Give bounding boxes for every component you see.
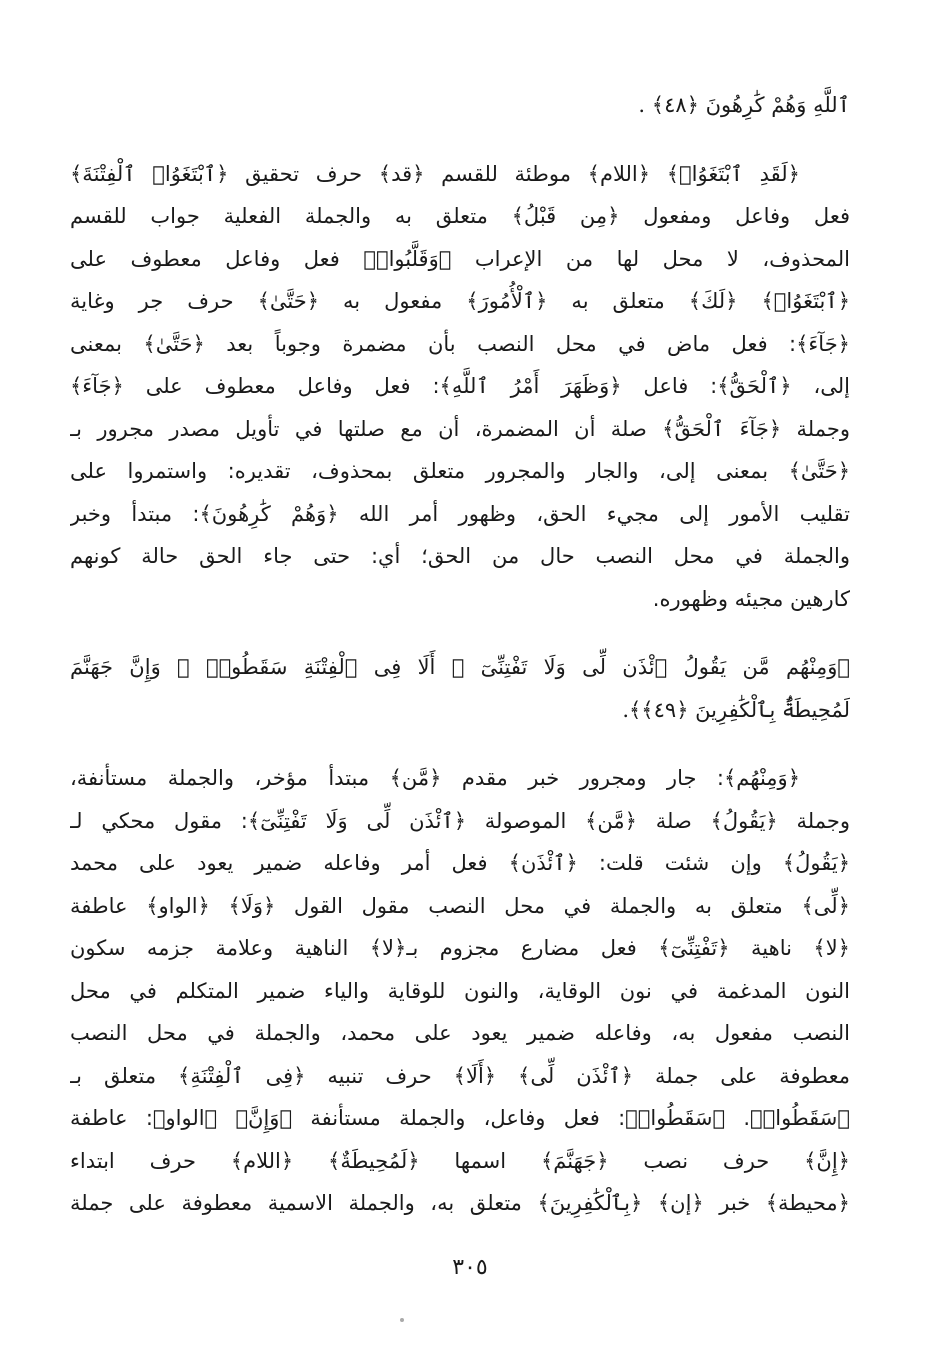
- text-line: ﴿يَقُولُ﴾ وإن شئت قلت: ﴿ٱئْذَن﴾ فعل أمر وفاعله ضمير يعود على محمد: [70, 851, 850, 875]
- verse-line: ﴿وَمِنْهُم مَّن يَقُولُ ٱئْذَن لِّى وَلَا تَفْتِنِّىٓ ۚ أَلَا فِى ٱلْفِتْنَةِ سَقَطُوا۟ ۗ وَإِنَّ جَهَنَّمَ: [70, 655, 850, 679]
- text-line: ﴿لَقَدِ ٱبْتَغَوُا۟﴾ ﴿اللام﴾ موطئة للقسم ﴿قد﴾ حرف تحقيق ﴿ٱبْتَغَوُا۟ ٱلْفِتْنَةَ﴾: [70, 161, 800, 186]
- text-line: ﴿لِّى﴾ متعلق به والجملة في محل النصب مقول القول ﴿وَلَا﴾ ﴿الواو﴾ عاطفة: [70, 893, 850, 918]
- page-number: ٣٠٥: [452, 1255, 488, 1280]
- text-line: ﴿سَقَطُوا۟﴾. ﴿سَقَطُوا۟﴾: فعل وفاعل، والجملة مستأنفة ﴿وَإِنَّ﴾ ﴿الواو﴾: عاطفة: [70, 1106, 850, 1130]
- verse-48-end: [70, 84, 850, 127]
- paragraph-gap: [70, 620, 850, 646]
- text-line: تقليب الأمور إلى مجيء الحق، وظهور أمر الله ﴿وَهُمْ كَٰرِهُونَ﴾: مبتدأ وخبر: [70, 501, 850, 526]
- text-line: النون المدغمة في نون الوقاية، والنون للوقاية والياء ضمير المتكلم في محل: [70, 978, 850, 1003]
- paragraph-gap: [70, 127, 850, 153]
- verse-line: لَمُحِيطَةٌۢ بِٱلْكَٰفِرِينَ ﴿٤٩﴾﴾.: [622, 697, 850, 722]
- text-line: كارهين مجيئه وظهوره.: [652, 586, 850, 611]
- text-line: معطوفة على جملة ﴿ٱئْذَن لِّى﴾ ﴿أَلَا﴾ حرف تنبيه ﴿فِى ٱلْفِتْنَةِ﴾ متعلق بـ: [70, 1063, 850, 1088]
- text-line: ﴿ٱبْتَغَوُا۟﴾ ﴿لَكَ﴾ متعلق به ﴿ٱلْأُمُورَ﴾ مفعول به ﴿حَتَّىٰ﴾ حرف جر وغاية: [70, 289, 850, 313]
- commentary-49: [70, 757, 850, 1225]
- scan-speck: [400, 1318, 404, 1322]
- text-line: ﴿إِنَّ﴾ حرف نصب ﴿جَهَنَّمَ﴾ اسمها ﴿لَمُحِيطَةٌ﴾ ﴿اللام﴾ حرف ابتداء: [70, 1148, 850, 1173]
- text-line: وجملة ﴿يَقُولُ﴾ صلة ﴿مَّن﴾ الموصولة ﴿ٱئْذَن لِّى وَلَا تَفْتِنِّىٓ﴾: مقول محكي لـ: [70, 808, 850, 833]
- text-line: النصب مفعول به، وفاعله ضمير يعود على محمد، والجملة في محل النصب: [70, 1021, 850, 1045]
- text-line: ﴿حَتَّىٰ﴾ بمعنى إلى، والجار والمجرور متعلق بمحذوف، تقديره: واستمروا على: [70, 459, 850, 483]
- text-line: ﴿وَمِنْهُم﴾: جار ومجرور خبر مقدم ﴿مَّن﴾ مبتدأ مؤخر، والجملة مستأنفة،: [70, 766, 800, 790]
- verse-line: ٱللَّهِ وَهُمْ كَٰرِهُونَ ﴿٤٨﴾ .: [638, 93, 850, 117]
- text-line: إلى، ﴿ٱلْحَقُّ﴾: فاعل ﴿وَظَهَرَ أَمْرُ ٱللَّهِ﴾: فعل وفاعل معطوف على ﴿جَآءَ﴾: [70, 374, 850, 398]
- text-line: ﴿جَآءَ﴾: فعل ماض في محل النصب بأن مضمرة وجوباً بعد ﴿حَتَّىٰ﴾ بمعنى: [70, 331, 850, 356]
- paragraph-gap: [70, 731, 850, 757]
- text-line: والجملة في محل النصب حال من الحق؛ أي: حتى جاء الحق حالة كونهم: [70, 544, 850, 568]
- commentary-48: [70, 153, 850, 621]
- text-line: وجملة ﴿جَآءَ ٱلْحَقُّ﴾ صلة أن المضمرة، أن مع صلتها في تأويل مصدر مجرور بـ: [70, 416, 850, 441]
- text-line: ﴿محيطة﴾ خبر ﴿إن﴾ ﴿بِٱلْكَٰفِرِينَ﴾ متعلق به، والجملة الاسمية معطوفة على جملة: [70, 1191, 850, 1215]
- page-body: [70, 84, 850, 1324]
- verse-49: [70, 646, 850, 731]
- text-line: ﴿لا﴾ ناهية ﴿تَفْتِنِّىٓ﴾ فعل مضارع مجزوم بـ﴿لا﴾ الناهية وعلامة جزمه سكون: [70, 936, 850, 960]
- text-line: المحذوف، لا محل لها من الإعراب ﴿وَقَلَّبُوا۟﴾ فعل وفاعل معطوف على: [70, 246, 850, 271]
- text-line: فعل وفاعل ومفعول ﴿مِن قَبْلُ﴾ متعلق به والجملة الفعلية جواب للقسم: [70, 204, 850, 228]
